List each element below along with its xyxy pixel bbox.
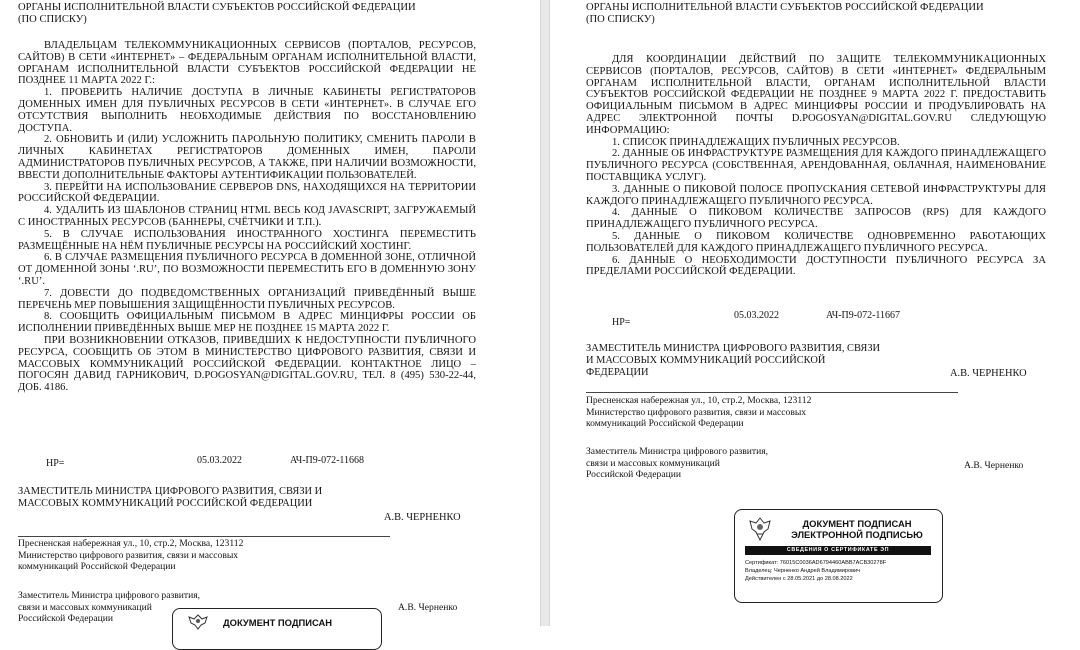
right-signer-title: ЗАМЕСТИТЕЛЬ МИНИСТРА ЦИФРОВОГО РАЗВИТИЯ, СВЯЗИ И МАССОВЫХ КОММУНИКАЦИЙ РОССИЙСКОЙ ФЕДЕРАЦИИ: [586, 343, 886, 379]
right-signer-name: А.В. ЧЕРНЕНКО: [950, 368, 1027, 379]
left-divider: [18, 536, 390, 537]
left-paragraph: 4. УДАЛИТЬ ИЗ ШАБЛОНОВ СТРАНИЦ HTML ВЕСЬ КОД JAVASCRIPT, ЗАГРУЖАЕМЫЙ С ИНОСТРАННЫХ РЕСУРСОВ (БАННЕРЫ, СЧЁТЧИКИ И Т.П.).: [18, 205, 476, 229]
left-deputy-name: А.В. Черненко: [398, 602, 457, 614]
left-header-addressee: [18, 2, 488, 26]
right-stamp-title-line: ЭЛЕКТРОННОЙ ПОДПИСЬЮ: [779, 529, 935, 540]
right-stamp-cert-line: Владелец: Черненко Андрей Владимирович: [745, 567, 935, 575]
right-deputy-line: Заместитель Министра цифрового развития,: [586, 446, 768, 458]
left-signer-title: ЗАМЕСТИТЕЛЬ МИНИСТРА ЦИФРОВОГО РАЗВИТИЯ, СВЯЗИ И МАССОВЫХ КОММУНИКАЦИЙ РОССИЙСКОЙ ФЕДЕРАЦИИ: [18, 486, 338, 510]
right-address-block: [586, 395, 811, 430]
right-stamp-cert-bar: СВЕДЕНИЯ О СЕРТИФИКАТЕ ЭП: [745, 546, 931, 555]
left-paragraph: 7. ДОВЕСТИ ДО ПОДВЕДОМСТВЕННЫХ ОРГАНИЗАЦИЙ ПРИВЕДЁННЫЙ ВЫШЕ ПЕРЕЧЕНЬ МЕР ПОВЫШЕНИЯ ЗАЩИЩЁННОСТИ ПУБЛИЧНЫХ РЕСУРСОВ.: [18, 288, 476, 312]
left-deputy-line: связи и массовых коммуникаций: [18, 602, 200, 614]
right-paragraph: 6. ДАННЫЕ О НЕОБХОДИМОСТИ ДОСТУПНОСТИ ПУБЛИЧНОГО РЕСУРСА ЗА ПРЕДЕЛАМИ РОССИЙСКОЙ ФЕДЕРАЦИИ.: [586, 255, 1046, 279]
left-paragraph: 8. СООБЩИТЬ ОФИЦИАЛЬНЫМ ПИСЬМОМ В АДРЕС МИНЦИФРЫ РОССИИ ОБ ИСПОЛНЕНИИ ПРИВЕДЁННЫХ ВЫШЕ МЕР НЕ ПОЗДНЕЕ 15 МАРТА 2022 Г.: [18, 311, 476, 335]
left-signature-stamp: [172, 608, 382, 650]
left-paragraph: 3. ПЕРЕЙТИ НА ИСПОЛЬЗОВАНИЕ СЕРВЕРОВ DNS, НАХОДЯЩИХСЯ НА ТЕРРИТОРИИ РОССИЙСКОЙ ФЕДЕРАЦИИ.: [18, 182, 476, 206]
left-document-page: [0, 0, 540, 626]
left-stamp-title: ДОКУМЕНТ ПОДПИСАН: [223, 617, 373, 628]
right-paragraph: ДЛЯ КООРДИНАЦИИ ДЕЙСТВИЙ ПО ЗАЩИТЕ ТЕЛЕКОММУНИКАЦИОННЫХ СЕРВИСОВ (ПОРТАЛОВ, РЕСУРСОВ, САЙТОВ) В СЕТИ «ИНТЕРНЕТ» ФЕДЕРАЛЬНЫМ ОРГАНАМ ИСПОЛНИТЕЛЬНОЙ ВЛАСТИ, ОРГАНАМ ИСПОЛНИТЕЛЬНОЙ ВЛАСТИ СУБЪЕКТОВ РОССИЙСКОЙ ФЕДЕРАЦИИ НЕ ПОЗДНЕЕ 9 МАРТА 2022 Г. ПРЕДОСТАВИТЬ ОФИЦИАЛЬНЫМ ПИСЬМОМ В АДРЕС МИНЦИФРЫ РОССИИ И ПРОДУБЛИРОВАТЬ НА АДРЕС ЭЛЕКТРОННОЙ ПОЧТЫ D.POGOSYAN@DIGITAL.GOV.RU СЛЕДУЮЩУЮ ИНФОРМАЦИЮ:: [586, 54, 1046, 137]
right-paragraph: 5. ДАННЫЕ О ПИКОВОМ КОЛИЧЕСТВЕ ОДНОВРЕМЕННО РАБОТАЮЩИХ ПОЛЬЗОВАТЕЛЕЙ ДЛЯ КАЖДОГО ПРИНАДЛЕЖАЩЕГО ПУБЛИЧНОГО РЕСУРСА.: [586, 231, 1046, 255]
left-address-line: коммуникаций Российской Федерации: [18, 561, 243, 573]
left-header-line-1: ОРГАНЫ ИСПОЛНИТЕЛЬНОЙ ВЛАСТИ СУБЪЕКТОВ РОССИЙСКОЙ ФЕДЕРАЦИИ: [18, 2, 488, 14]
right-deputy-block: [586, 446, 768, 481]
left-deputy-line: Российской Федерации: [18, 613, 200, 625]
left-address-line: Пресненская набережная ул., 10, стр.2, Москва, 123112: [18, 538, 243, 550]
right-paragraph: 2. ДАННЫЕ ОБ ИНФРАСТРУКТУРЕ РАЗМЕЩЕНИЯ ДЛЯ КАЖДОГО ПРИНАДЛЕЖАЩЕГО ПУБЛИЧНОГО РЕСУРСА (СОБСТВЕННАЯ, АРЕНДОВАННАЯ, ОБЛАЧНАЯ, НАИМЕНОВАНИЕ ПОСТАВЩИКА УСЛУГ).: [586, 148, 1046, 183]
left-hp-label: НР=: [46, 458, 64, 469]
left-body-text: [18, 40, 476, 394]
left-paragraph: 5. В СЛУЧАЕ ИСПОЛЬЗОВАНИЯ ИНОСТРАННОГО ХОСТИНГА ПЕРЕМЕСТИТЬ РАЗМЕЩЁННЫЕ НА НЁМ ПУБЛИЧНЫЕ РЕСУРСЫ НА РОССИЙСКИЙ ХОСТИНГ.: [18, 229, 476, 253]
left-paragraph: 1. ПРОВЕРИТЬ НАЛИЧИЕ ДОСТУПА В ЛИЧНЫЕ КАБИНЕТЫ РЕГИСТРАТОРОВ ДОМЕННЫХ ИМЕН ДЛЯ ПУБЛИЧНЫХ РЕСУРСОВ В СЕТИ «ИНТЕРНЕТ». В СЛУЧАЕ ЕГО ОТСУТСТВИЯ ВЫПОЛНИТЬ НЕОБХОДИМЫЕ ДЕЙСТВИЯ ПО ВОССТАНОВЛЕНИЮ ДОСТУПА.: [18, 87, 476, 134]
right-paragraph: 4. ДАННЫЕ О ПИКОВОМ КОЛИЧЕСТВЕ ЗАПРОСОВ (RPS) ДЛЯ КАЖДОГО ПРИНАДЛЕЖАЩЕГО ПУБЛИЧНОГО РЕСУРСА.: [586, 207, 1046, 231]
right-stamp-title: [779, 518, 935, 540]
right-address-line: Министерство цифрового развития, связи и массовых: [586, 407, 811, 419]
left-paragraph: 2. ОБНОВИТЬ И (ИЛИ) УСЛОЖНИТЬ ПАРОЛЬНУЮ ПОЛИТИКУ, СМЕНИТЬ ПАРОЛИ В ЛИЧНЫХ КАБИНЕТАХ РЕГИСТРАТОРОВ ДОМЕННЫХ ИМЕН, ПАРОЛИ АДМИНИСТРАТОРОВ ПУБЛИЧНЫХ РЕСУРСОВ, А ТАКЖЕ, ПРИ НАЛИЧИИ ВОЗМОЖНОСТИ, ВВЕСТИ ДОПОЛНИТЕЛЬНЫЕ ФАКТОРЫ АУТЕНТИФИКАЦИИ ПОЛЬЗОВАТЕЛЕЙ.: [18, 134, 476, 181]
right-header-line-1: ОРГАНЫ ИСПОЛНИТЕЛЬНОЙ ВЛАСТИ СУБЪЕКТОВ РОССИЙСКОЙ ФЕДЕРАЦИИ: [586, 2, 1056, 14]
right-address-line: Пресненская набережная ул., 10, стр.2, Москва, 123112: [586, 395, 811, 407]
right-address-line: коммуникаций Российской Федерации: [586, 418, 811, 430]
left-signer-name: А.В. ЧЕРНЕНКО: [384, 512, 461, 523]
left-deputy-line: Заместитель Министра цифрового развития,: [18, 590, 200, 602]
right-doc-number: АЧ-П9-072-11667: [826, 310, 900, 321]
right-deputy-line: Российской Федерации: [586, 469, 768, 481]
right-divider: [586, 392, 958, 393]
right-doc-date: 05.03.2022: [734, 310, 779, 321]
left-doc-number: АЧ-П9-072-11668: [290, 455, 364, 466]
left-paragraph: ПРИ ВОЗНИКНОВЕНИИ ОТКАЗОВ, ПРИВЕДШИХ К НЕДОСТУПНОСТИ ПУБЛИЧНОГО РЕСУРСА, СООБЩИТЬ ОБ ЭТОМ В МИНИСТЕРСТВО ЦИФРОВОГО РАЗВИТИЯ, СВЯЗИ И МАССОВЫХ КОММУНИКАЦИЙ РОССИЙСКОЙ ФЕДЕРАЦИИ. КОНТАКТНОЕ ЛИЦО – ПОГОСЯН ДАВИД ГАРНИКОВИЧ, D.POGOSYAN@DIGITAL.GOV.RU, ТЕЛ. 8 (495) 530-22-44, ДОБ. 4186.: [18, 335, 476, 394]
right-stamp-title-line: ДОКУМЕНТ ПОДПИСАН: [779, 518, 935, 529]
right-paragraph: 3. ДАННЫЕ О ПИКОВОЙ ПОЛОСЕ ПРОПУСКАНИЯ СЕТЕВОЙ ИНФРАСТРУКТУРЫ ДЛЯ КАЖДОГО ПРИНАДЛЕЖАЩЕГО ПУБЛИЧНОГО РЕСУРСА.: [586, 184, 1046, 208]
right-stamp-cert-line: Действителен с 28.05.2021 до 28.08.2022: [745, 575, 935, 583]
left-paragraph: 6. В СЛУЧАЕ РАЗМЕЩЕНИЯ ПУБЛИЧНОГО РЕСУРСА В ДОМЕННОЙ ЗОНЕ, ОТЛИЧНОЙ ОТ ДОМЕННОЙ ЗОНЫ ‘.RU’, ПО ВОЗМОЖНОСТИ ПЕРЕМЕСТИТЬ ЕГО В ДОМЕННУЮ ЗОНУ ‘.RU’.: [18, 252, 476, 287]
coat-of-arms-icon: [185, 613, 211, 631]
left-address-block: [18, 538, 243, 573]
right-body-text: [586, 54, 1046, 278]
right-deputy-line: связи и массовых коммуникаций: [586, 458, 768, 470]
right-document-page: [548, 0, 1080, 626]
right-deputy-name: А.В. Черненко: [964, 460, 1023, 472]
right-stamp-cert-info: [745, 559, 935, 583]
left-paragraph: ВЛАДЕЛЬЦАМ ТЕЛЕКОММУНИКАЦИОННЫХ СЕРВИСОВ (ПОРТАЛОВ, РЕСУРСОВ, САЙТОВ) В СЕТИ «ИНТЕРНЕТ» – ФЕДЕРАЛЬНЫМ ОРГАНАМ ИСПОЛНИТЕЛЬНОЙ ВЛАСТИ, ОРГАНАМ ИСПОЛНИТЕЛЬНОЙ ВЛАСТИ СУБЪЕКТОВ РОССИЙСКОЙ ФЕДЕРАЦИИ НЕ ПОЗДНЕЕ 11 МАРТА 2022 Г.:: [18, 40, 476, 87]
left-address-line: Министерство цифрового развития, связи и массовых: [18, 550, 243, 562]
right-hp-label: НР=: [612, 317, 630, 328]
right-signature-stamp: [734, 509, 943, 603]
left-header-line-2: (ПО СПИСКУ): [18, 14, 488, 26]
coat-of-arms-icon: [747, 516, 773, 542]
right-paragraph: 1. СПИСОК ПРИНАДЛЕЖАЩИХ ПУБЛИЧНЫХ РЕСУРСОВ.: [586, 137, 1046, 149]
right-header-line-2: (ПО СПИСКУ): [586, 14, 1056, 26]
right-stamp-cert-line: Сертификат: 76015C0036AD6794460ABB7ACB30278F: [745, 559, 935, 567]
right-header-addressee: [586, 2, 1056, 26]
left-doc-date: 05.03.2022: [197, 455, 242, 466]
